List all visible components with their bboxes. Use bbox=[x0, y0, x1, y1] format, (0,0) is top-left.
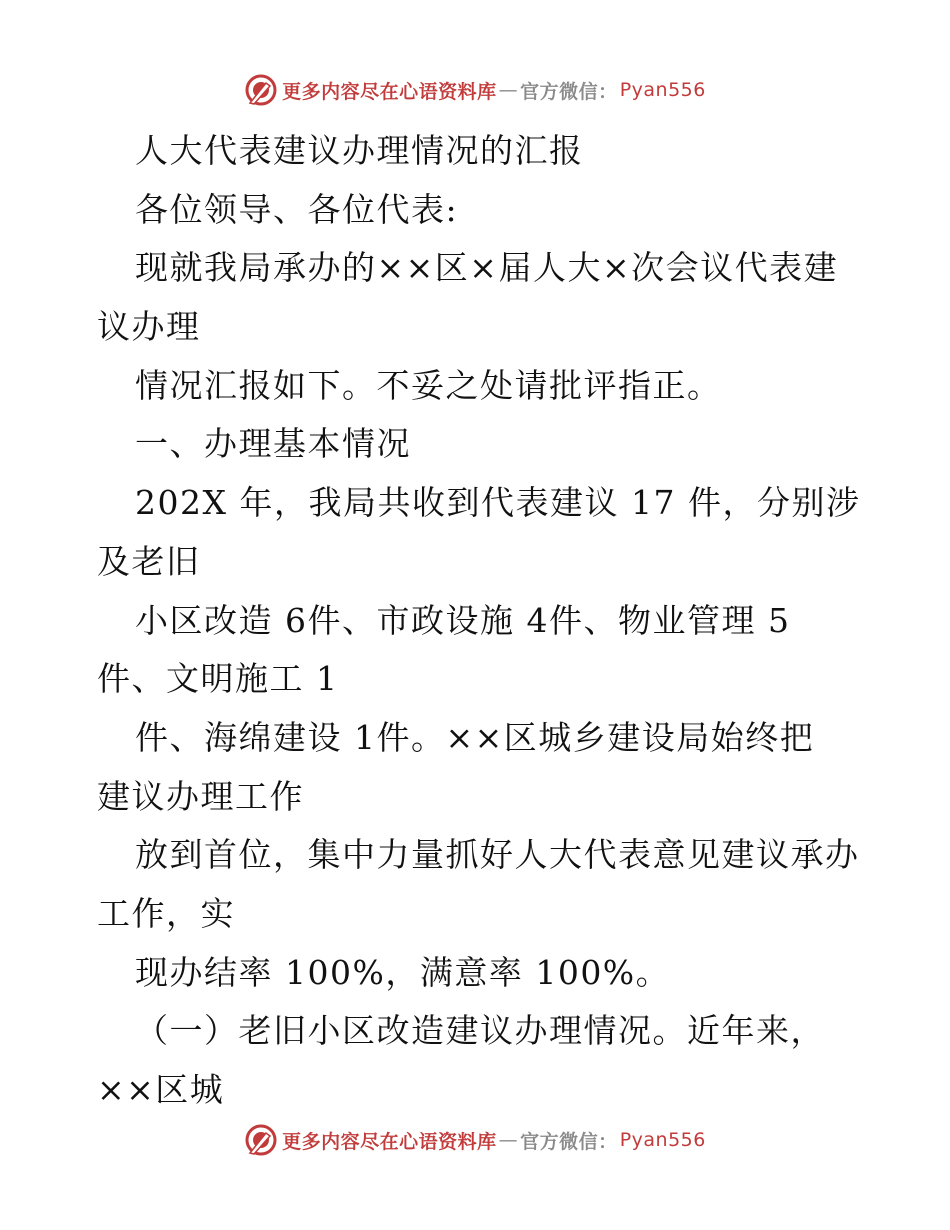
section-heading: 一、办理基本情况 bbox=[135, 424, 411, 464]
paragraph-line: 建议办理工作 bbox=[97, 776, 304, 816]
paragraph-line: 件、海绵建设 1件。××区城乡建设局始终把 bbox=[135, 717, 815, 757]
banner-slogan: 更多内容尽在心语资料库 bbox=[282, 1130, 497, 1153]
banner-dash: — bbox=[498, 1129, 519, 1151]
banner-wechat-label: 官方微信： bbox=[520, 1130, 618, 1153]
banner-wechat-label: 官方微信： bbox=[520, 80, 618, 103]
document-title: 人大代表建议办理情况的汇报 bbox=[135, 131, 584, 170]
banner-dash: — bbox=[498, 79, 519, 101]
header-watermark-banner bbox=[0, 70, 950, 110]
pen-logo-icon bbox=[244, 73, 278, 107]
paragraph-line: 202X 年，我局共收到代表建议 17 件，分别涉 bbox=[135, 483, 861, 523]
footer-watermark-banner bbox=[0, 1120, 950, 1160]
paragraph-line: 件、文明施工 1 bbox=[97, 659, 339, 699]
document-greeting: 各位领导、各位代表: bbox=[135, 189, 459, 229]
paragraph-line: 情况汇报如下。不妥之处请批评指正。 bbox=[135, 365, 722, 405]
paragraph-line: 放到首位，集中力量抓好人大代表意见建议承办 bbox=[135, 835, 860, 875]
pen-logo-icon bbox=[244, 1123, 278, 1157]
document-body bbox=[97, 122, 867, 1120]
paragraph-line: 小区改造 6件、市政设施 4件、物业管理 5 bbox=[135, 600, 791, 640]
paragraph-line: 工作，实 bbox=[97, 893, 235, 933]
paragraph-line: 现就我局承办的××区×届人大×次会议代表建 bbox=[135, 248, 839, 288]
banner-wechat-id: Pyan556 bbox=[619, 79, 706, 101]
paragraph-line: 现办结率 100%，满意率 100%。 bbox=[135, 952, 671, 992]
paragraph-line: 议办理 bbox=[97, 307, 201, 347]
subsection-heading: （一）老旧小区改造建议办理情况。近年来， bbox=[135, 1011, 825, 1051]
paragraph-line: ××区城 bbox=[97, 1070, 225, 1109]
banner-slogan: 更多内容尽在心语资料库 bbox=[282, 80, 497, 103]
banner-wechat-id: Pyan556 bbox=[619, 1129, 706, 1151]
paragraph-line: 及老旧 bbox=[97, 541, 201, 581]
